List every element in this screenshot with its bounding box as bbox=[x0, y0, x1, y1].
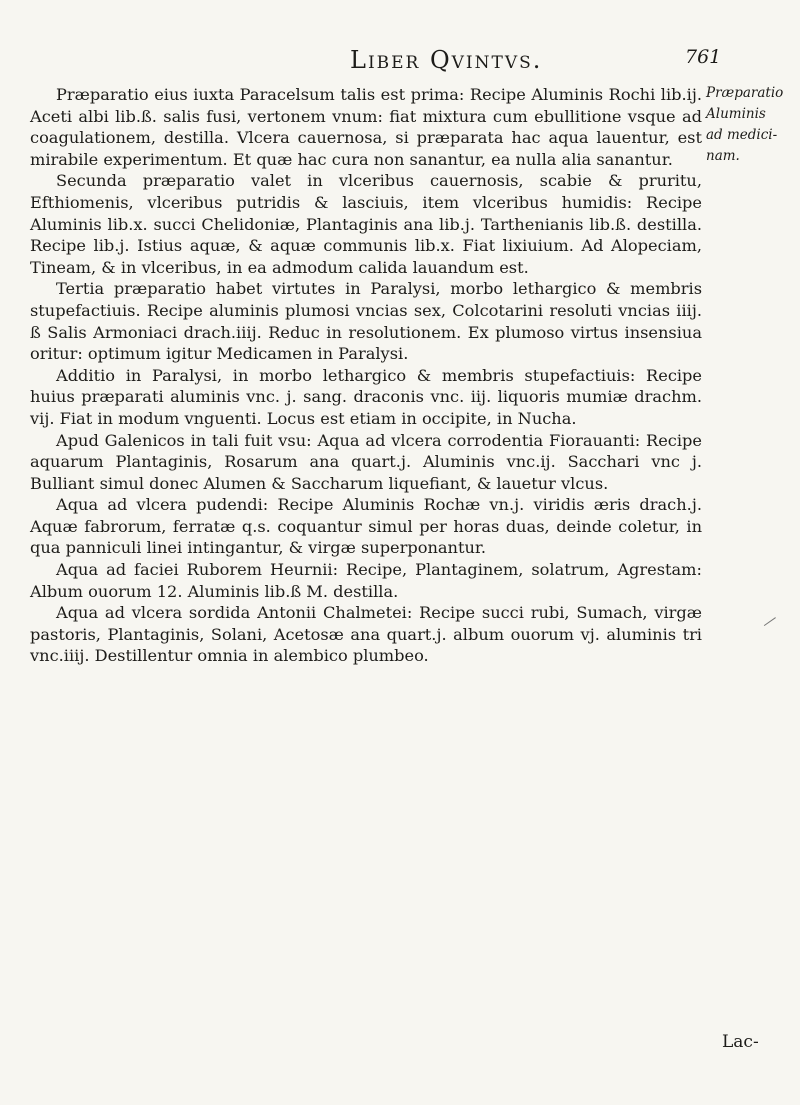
margin-note: Præparatio bbox=[706, 85, 784, 101]
paragraph: Præparatio eius iuxta Paracelsum talis est prima: Recipe Aluminis Rochi lib.ij. Aceti albi lib.ß. salis fusi, vertonem vnum: fiat mixtura cum ebullitione vsque ad coagulationem, destilla. Vlcera cauernosa, si præparata hac aqua lauentur, est mirabile experimentum. Et quæ hac cura non sanantur, ea nulla alia sanantur. bbox=[30, 85, 702, 169]
paragraph: Tertia præparatio habet virtutes in Paralysi, morbo lethargico & membris stupefactiuis. Recipe aluminis plumosi vncias sex, Colcotarini resoluti vncias iiij. ß Salis Armoniaci drach.iiij. Reduc in resolutionem. Ex plumoso virtus insensiua oritur: optimum igitur Medicamen in Paralysi. bbox=[30, 279, 702, 364]
running-head: Liber Qvintvs. bbox=[350, 46, 543, 74]
paragraph: Aqua ad faciei Ruborem Heurnii: Recipe, Plantaginem, solatrum, Agrestam: Album ouorum 12. Aluminis lib.ß M. destilla. bbox=[30, 560, 702, 601]
paragraph: Apud Galenicos in tali fuit vsu: Aqua ad vlcera corrodentia Fiorauanti: Recipe aquarum Plantaginis, Rosarum ana quart.j. Aluminis vnc.ij. Sacchari vnc j. Bulliant simul donec Alumen & Saccharum liquefiant, & lauetur vlcus. bbox=[30, 430, 702, 493]
catchword: Lac- bbox=[722, 1032, 759, 1052]
page-number: 761 bbox=[685, 46, 722, 68]
margin-note: Aluminis bbox=[706, 106, 766, 122]
margin-mark bbox=[758, 609, 776, 626]
paragraph: Aqua ad vlcera sordida Antonii Chalmetei: Recipe succi rubi, Sumach, virgæ pastoris, Plantaginis, Solani, Acetosæ ana quart.j. album ouorum vj. aluminis tri vnc.iiij. Destillentur omnia in alembico plumbeo. bbox=[30, 603, 702, 666]
margin-note: nam. bbox=[706, 148, 740, 164]
body-text bbox=[30, 84, 702, 667]
margin-note: ad medici- bbox=[706, 127, 778, 143]
paragraph: Secunda præparatio valet in vlceribus cauernosis, scabie & pruritu, Efthiomenis, vlceribus putridis & lasciuis, item vlceribus humidis: Recipe Aluminis lib.x. succi Chelidoniæ, Plantaginis ana lib.j. Tarthenianis lib.ß. destilla. Recipe lib.j. Istius aquæ, & aquæ communis lib.x. Fiat lixiuium. Ad Alopeciam, Tineam, & in vlceribus, in ea admodum calida lauandum est. bbox=[30, 171, 702, 277]
paragraph: Aqua ad vlcera pudendi: Recipe Aluminis Rochæ vn.j. viridis æris drach.j. Aquæ fabrorum, ferratæ q.s. coquantur simul per horas duas, deinde coletur, in qua panniculi linei intingantur, & virgæ superponantur. bbox=[30, 495, 702, 558]
page-header bbox=[0, 46, 800, 80]
paragraph: Additio in Paralysi, in morbo lethargico & membris stupefactiuis: Recipe huius præparati aluminis vnc. j. sang. draconis vnc. iij. liquoris mumiæ drachm. vij. Fiat in modum vnguenti. Locus est etiam in occipite, in Nucha. bbox=[30, 365, 702, 428]
